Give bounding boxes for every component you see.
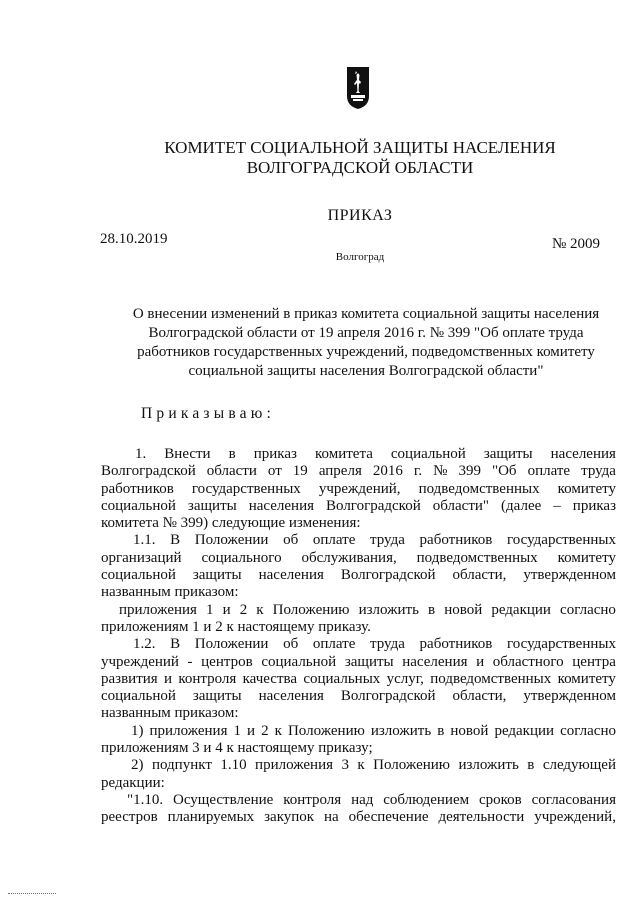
- order-word: Приказываю:: [141, 405, 276, 422]
- body-line: Волгоградской области от 19 апреля 2016 г. № 399 "Об оплате труда: [101, 463, 616, 480]
- document-city: Волгоград: [335, 251, 385, 263]
- subject-line: Волгоградской области от 19 апреля 2016 г. № 399 "Об оплате труда: [148, 325, 584, 341]
- document-number: № 2009: [552, 236, 601, 252]
- document-body: [101, 446, 616, 827]
- subject-line: работников государственных учреждений, подведомственных комитету: [137, 344, 595, 360]
- body-line: социальной защиты населения Волгоградской области, утвержденном: [101, 688, 616, 705]
- body-line: "1.10. Осуществление контроля над соблюдением сроков согласования: [127, 791, 616, 808]
- body-line: развития и контроля качества социальных услуг, подведомственных комитету: [101, 670, 616, 687]
- body-line: работников государственных учреждений, подведомственных комитету: [101, 480, 616, 497]
- subject-line: социальной защиты населения Волгоградской области": [188, 363, 544, 379]
- body-line: названным приказом:: [101, 705, 239, 722]
- org-name-line1: КОМИТЕТ СОЦИАЛЬНОЙ ЗАЩИТЫ НАСЕЛЕНИЯ: [164, 138, 556, 157]
- body-line: социальной защиты населения Волгоградской области" (далее – приказ: [101, 497, 616, 514]
- body-line: учреждений - центров социальной защиты населения и областного центра: [101, 653, 616, 670]
- body-line: приложениям 1 и 2 к настоящему приказу.: [101, 618, 371, 635]
- body-line: организаций социального обслуживания, подведомственных комитету: [101, 549, 616, 566]
- body-line: социальной защиты населения Волгоградской области, утвержденном: [101, 567, 616, 584]
- body-line: названным приказом:: [101, 584, 239, 601]
- footer-mark: [8, 893, 56, 894]
- body-line: приложениям 3 и 4 к настоящему приказу;: [101, 740, 373, 757]
- body-line: комитета № 399) следующие изменения:: [101, 515, 361, 532]
- document-type: ПРИКАЗ: [327, 207, 393, 224]
- document-date: 28.10.2019: [100, 231, 168, 247]
- document-subject: [102, 305, 630, 381]
- body-line: 1) приложения 1 и 2 к Положению изложить в новой редакции согласно: [131, 722, 616, 739]
- body-line: приложения 1 и 2 к Положению изложить в новой редакции согласно: [119, 601, 616, 618]
- body-line: 1. Внести в приказ комитета социальной защиты населения: [135, 446, 616, 462]
- body-line: 1.1. В Положении об оплате труда работников государственных: [133, 532, 616, 549]
- body-line: 2) подпункт 1.10 приложения 3 к Положению изложить в следующей: [131, 757, 616, 774]
- coat-of-arms-icon: [346, 66, 370, 110]
- body-line: 1.2. В Положении об оплате труда работников государственных: [133, 636, 616, 653]
- body-line: редакции:: [101, 774, 165, 791]
- body-line: реестров планируемых закупок на обеспечение деятельности учреждений,: [101, 809, 616, 826]
- org-name-line2: ВОЛГОГРАДСКОЙ ОБЛАСТИ: [246, 158, 474, 177]
- subject-line: О внесении изменений в приказ комитета социальной защиты населения: [132, 306, 600, 322]
